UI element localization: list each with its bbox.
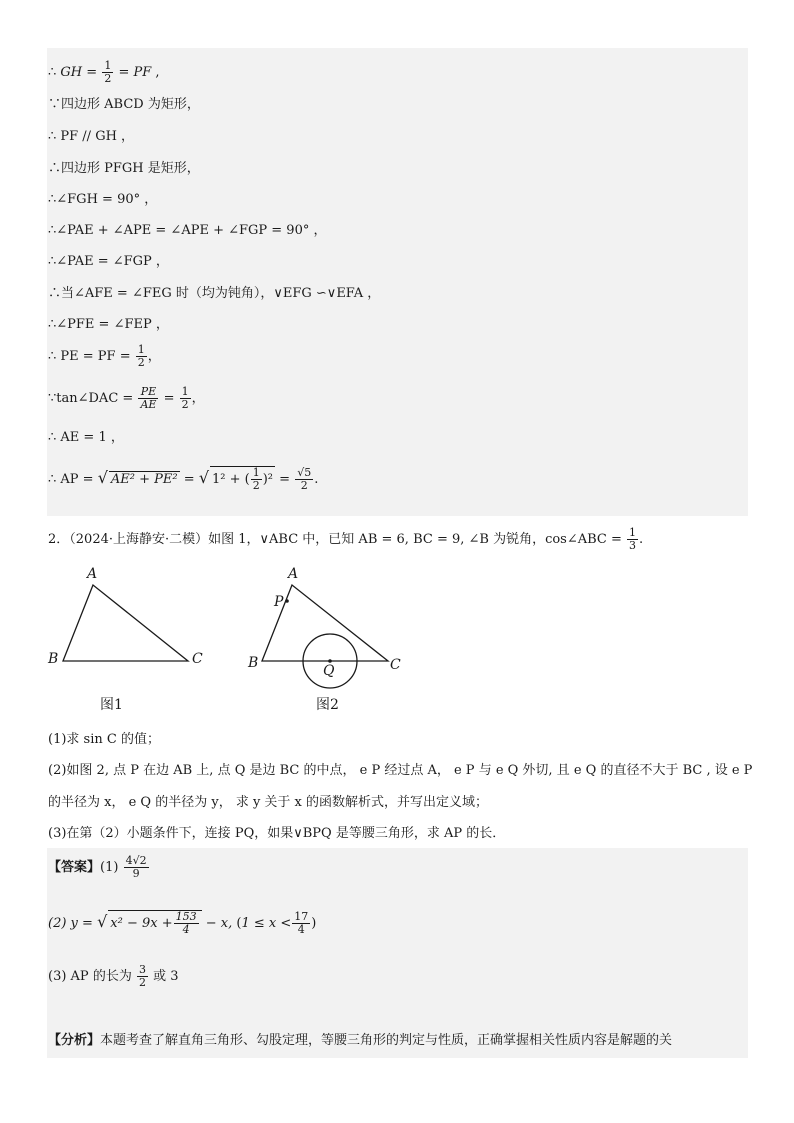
solution-line-10: ∴ PE = PF = $\frac{1}{2}$ ， [48,343,161,369]
question-2-part-b: 的半径为 x， e Q 的半径为 y， 求 y 关于 x 的函数解析式，并写出定义域； [48,795,489,810]
fig2-point-A: A [288,566,299,582]
fig1-point-B: B [48,651,59,667]
solution-line-13: ∴ AP = √ AE² + PE² = √ 1² + ( $\frac{1}{2}$ )² = $\frac{√5}{2}$ . [48,466,319,492]
solution-line-6: ∴∠PAE + ∠APE = ∠APE + ∠FGP = 90° ， [48,223,327,238]
fig2-point-Q: Q [323,663,335,679]
solution-line-7: ∴∠PAE = ∠FGP ， [48,254,169,269]
solution-line-8: ∴当∠AFE = ∠FEG 时（均为钝角），∨EFG ∽∨EFA ， [48,286,381,301]
solution-line-1: ∴ GH = $\frac{1}{2}$ = PF , [48,59,160,85]
solution-line-12: ∴ AE = 1 ， [48,430,124,445]
answer-line-1: 【答案】(1) $\frac{4√2}{9}$ [48,854,147,880]
solution-line-3: ∴ PF // GH ， [48,129,135,144]
fig2-point-B: B [248,655,259,671]
analysis-line: 【分析】本题考查了解直角三角形、勾股定理，等腰三角形的判定与性质，正确掌握相关性质内容是解题的关 [48,1033,673,1048]
problem-2-statement: 2．（2024·上海静安·二模）如图 1，∨ABC 中，已知 AB = 6, BC = 9, ∠B 为锐角，cos∠ABC = $\frac{1}{3}$ . [48,526,644,552]
solution-block [47,48,748,516]
solution-line-4: ∴四边形 PFGH 是矩形， [48,161,200,176]
answer-line-3: (3) AP 的长为 $\frac{3}{2}$ 或 3 [48,963,179,989]
question-2-part-a: (2)如图 2, 点 P 在边 AB 上, 点 Q 是边 BC 的中点， e P 经过点 A， e P 与 e Q 外切, 且 e Q 的直径不大于 BC , 设 e P [48,763,753,778]
fig1-point-C: C [192,651,203,667]
figure-2-label: 图2 [316,697,339,713]
fig2-point-C: C [390,657,401,673]
fraction: $\frac{1}{2}$ [104,59,112,85]
solution-line-9: ∴∠PFE = ∠FEP ， [48,317,169,332]
question-3: (3)在第（2）小题条件下，连接 PQ，如果∨BPQ 是等腰三角形，求 AP 的长． [48,826,506,841]
question-1: (1)求 sin C 的值； [48,732,160,747]
answer-line-2: (2) y = √ x² − 9x + $\frac{153}{4}$ − x, (1 ≤ x < $\frac{17}{4}$ ) [48,910,317,936]
answer-block [47,848,748,1058]
solution-line-5: ∴∠FGH = 90° ， [48,192,158,207]
solution-line-2: ∵四边形 ABCD 为矩形， [48,97,200,112]
fig1-point-A: A [87,566,98,582]
figure-1-label: 图1 [100,697,123,713]
solution-line-11: ∵tan∠DAC = $\frac{PE}{AE}$ = $\frac{1}{2}$ ， [48,385,205,411]
fig2-point-P: P [274,594,284,610]
